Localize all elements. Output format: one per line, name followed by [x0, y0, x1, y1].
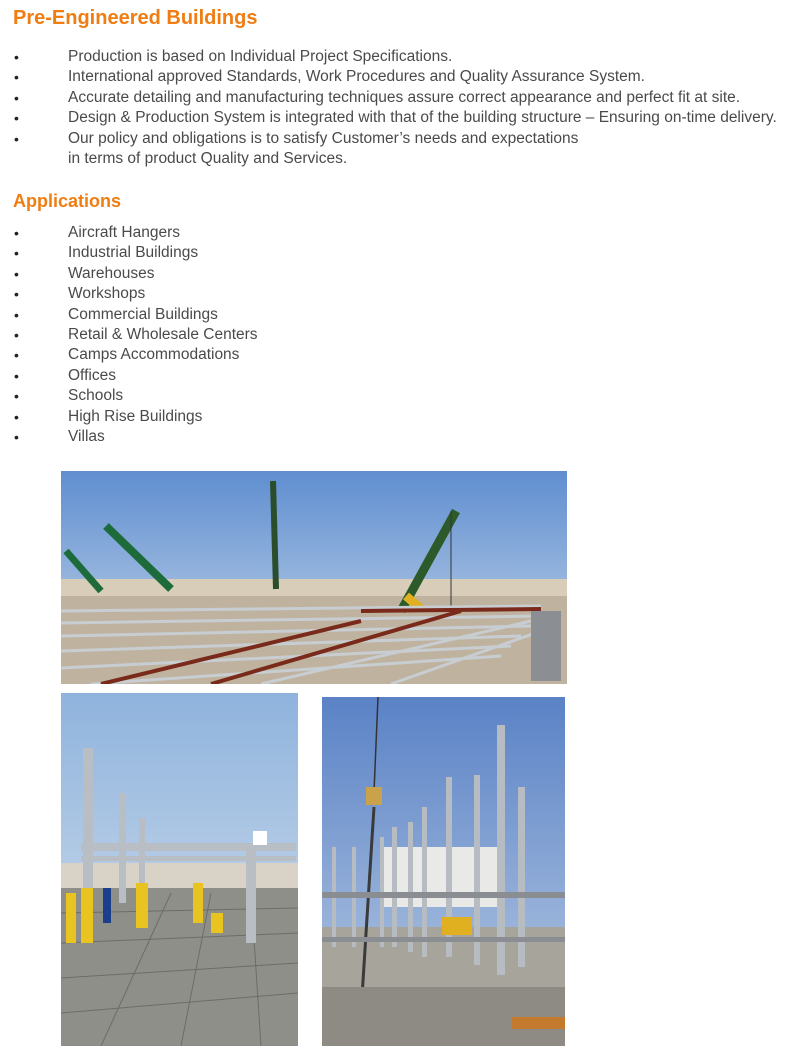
- list-item: • Workshops: [0, 284, 258, 304]
- steel-columns-erection-photo: [322, 697, 565, 1046]
- list-item: • Schools: [0, 386, 258, 406]
- list-item: • Accurate detailing and manufacturing techniques assure correct appearance and perfect fit at site.: [0, 88, 777, 108]
- list-item: • Commercial Buildings: [0, 305, 258, 325]
- bullet-icon: •: [14, 245, 19, 262]
- list-item: • Retail & Wholesale Centers: [0, 325, 258, 345]
- steel-roof-frame-with-cranes-photo: [61, 471, 567, 684]
- bullet-icon: •: [14, 388, 19, 405]
- bullet-icon: •: [14, 429, 19, 446]
- bullet-icon: •: [14, 306, 19, 323]
- workers-on-steel-deck-photo: [61, 693, 298, 1046]
- list-item: • Our policy and obligations is to satisfy Customer’s needs and expectations in terms of product Quality and Services.: [0, 129, 777, 170]
- list-item: • Industrial Buildings: [0, 243, 258, 263]
- bullet-icon: •: [14, 69, 19, 86]
- bullet-icon: •: [14, 347, 19, 364]
- list-item: • Offices: [0, 366, 258, 386]
- bullet-icon: •: [14, 110, 19, 127]
- list-item: • Villas: [0, 427, 258, 447]
- list-item: • High Rise Buildings: [0, 407, 258, 427]
- bullet-icon: •: [14, 49, 19, 65]
- list-item: • International approved Standards, Work Procedures and Quality Assurance System.: [0, 67, 777, 87]
- list-item-continuation: in terms of product Quality and Services.: [68, 150, 348, 168]
- bullet-icon: •: [14, 286, 19, 303]
- list-item: • Camps Accommodations: [0, 345, 258, 365]
- list-item: • Warehouses: [0, 264, 258, 284]
- bullet-icon: •: [14, 367, 19, 384]
- bullet-icon: •: [14, 89, 19, 106]
- list-item: • Production is based on Individual Project Specifications.: [0, 47, 777, 67]
- bullet-icon: •: [14, 265, 19, 282]
- applications-heading: Applications: [13, 191, 122, 211]
- bullet-icon: •: [14, 225, 19, 241]
- page-title: Pre-Engineered Buildings: [13, 7, 258, 29]
- list-item: • Aircraft Hangers: [0, 223, 258, 243]
- intro-bullet-list: [0, 47, 777, 169]
- bullet-icon: •: [14, 408, 19, 425]
- list-item: • Design & Production System is integrated with that of the building structure – Ensuring on-time delivery.: [0, 108, 777, 128]
- bullet-icon: •: [14, 327, 19, 344]
- applications-list: [0, 223, 258, 447]
- bullet-icon: •: [14, 130, 19, 147]
